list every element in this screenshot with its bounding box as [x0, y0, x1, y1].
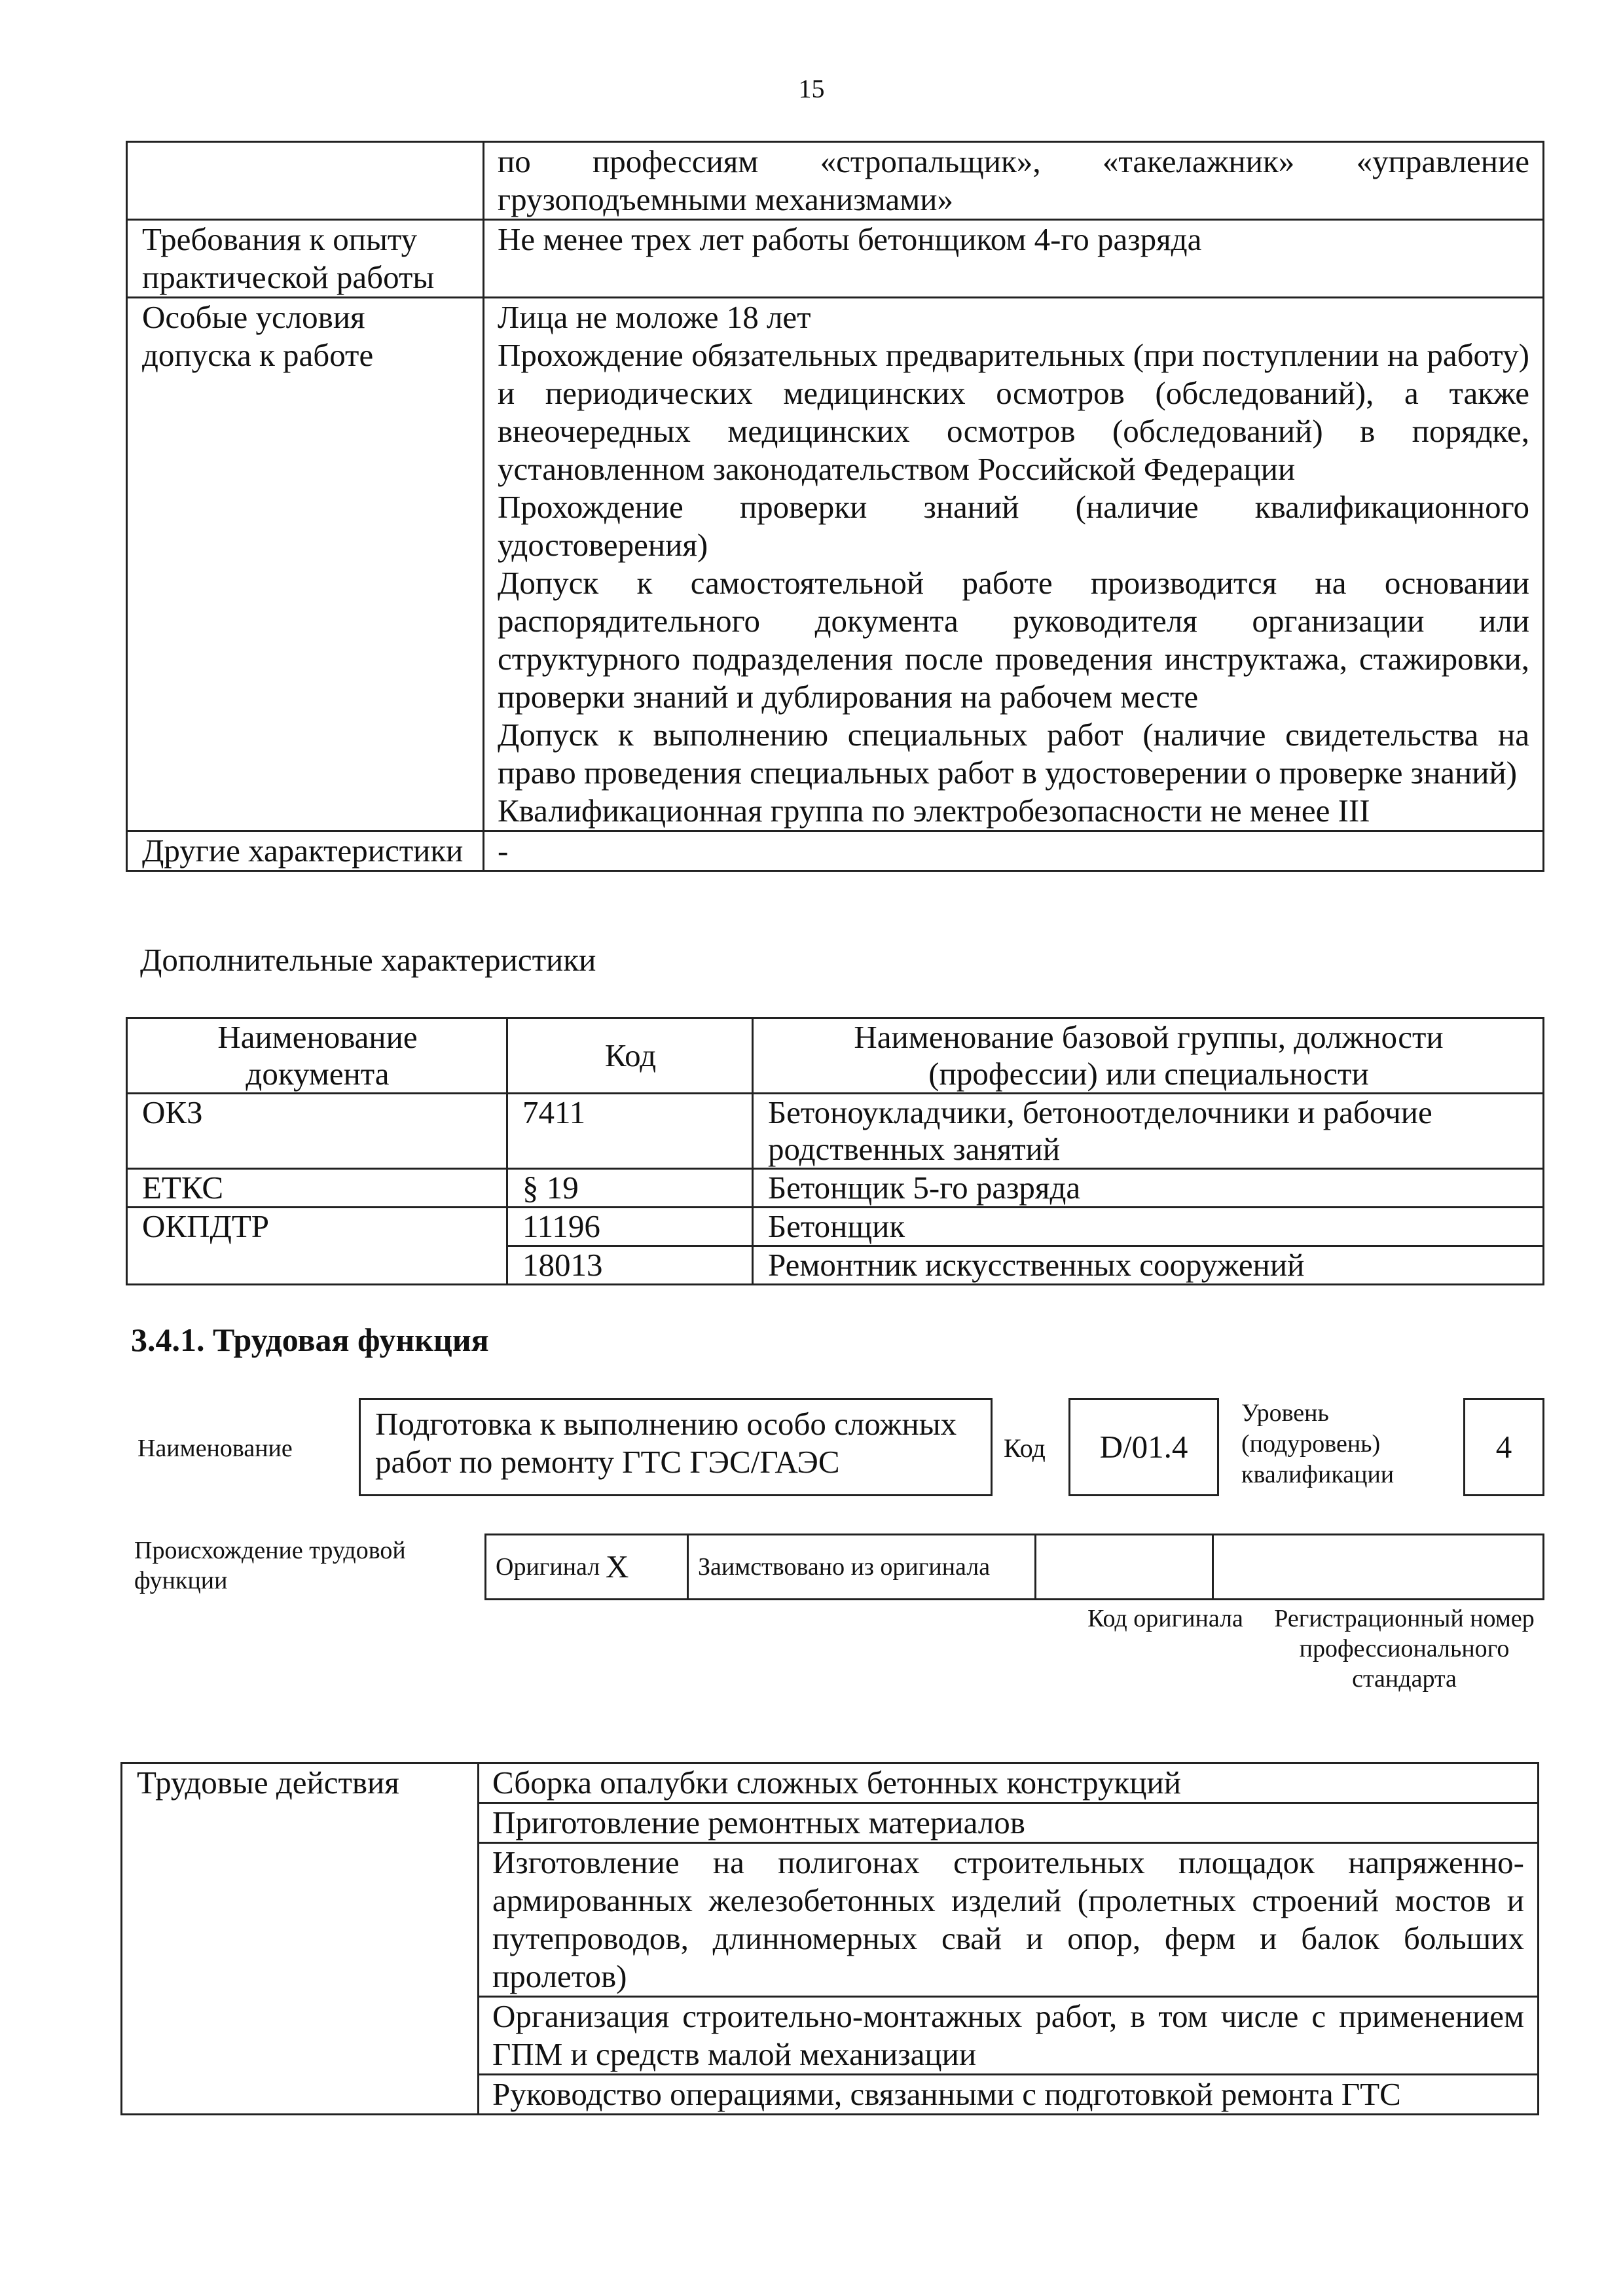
table-row [127, 1169, 1544, 1208]
cell-name: Бетонщик [753, 1208, 1544, 1246]
name-label: Наименование [137, 1435, 293, 1462]
value-paragraph: - [498, 833, 509, 869]
additional-characteristics-caption: Дополнительные характеристики [140, 942, 596, 978]
qualification-level-box: 4 [1463, 1398, 1544, 1496]
table-row [127, 220, 1544, 298]
table-row [127, 142, 1544, 220]
function-name-box: Подготовка к выполнению особо сложных работ по ремонту ГТС ГЭС/ГАЭС [359, 1398, 993, 1496]
labor-action-item: Сборка опалубки сложных бетонных конструкций [479, 1763, 1539, 1803]
value-paragraph: Прохождение обязательных предварительных (при поступлении на работу) и периодических медицинских осмотров (обследований), а также внеочередных медицинских осмотров (обследований) в порядке, установленном законодательством Российской Федерации [498, 337, 1529, 487]
origin-code-cell [1036, 1535, 1213, 1600]
function-origin-label: Происхождение трудовой функции [134, 1537, 406, 1594]
cell-code: 7411 [507, 1094, 753, 1169]
labor-action-item: Руководство операциями, связанными с подготовкой ремонта ГТС [479, 2075, 1539, 2115]
table-row [486, 1535, 1544, 1600]
qualification-requirements-table [126, 141, 1544, 872]
labor-actions-table [120, 1762, 1539, 2115]
row-value [484, 298, 1544, 831]
origin-original-mark: X [596, 1535, 688, 1600]
table-row [127, 1094, 1544, 1169]
additional-characteristics-table [126, 1017, 1544, 1285]
cell-name: Бетоноукладчики, бетоноотделочники и рабочие родственных занятий [753, 1094, 1544, 1169]
origin-table [484, 1534, 1544, 1600]
row-label: Особые условия допуска к работе [127, 298, 484, 831]
labor-action-item: Приготовление ремонтных материалов [479, 1803, 1539, 1843]
row-label: Требования к опыту практической работы [127, 220, 484, 298]
table-row [127, 831, 1544, 871]
row-label: Трудовые действия [122, 1763, 479, 2115]
labor-action-item: Организация строительно-монтажных работ, в том числе с применением ГПМ и средств малой механизации [479, 1997, 1539, 2075]
value-paragraph: Допуск к самостоятельной работе производится на основании распорядительного документа руководителя организации или структурного подразделения после проведения инструктажа, стажировки, проверки знаний и дублирования на рабочем месте [498, 565, 1529, 715]
origin-reg-number-cell [1213, 1535, 1544, 1600]
row-value [484, 220, 1544, 298]
table-header-row [127, 1018, 1544, 1094]
value-paragraph: Не менее трех лет работы бетонщиком 4-го разряда [498, 221, 1202, 257]
value-paragraph: Квалификационная группа по электробезопасности не менее III [498, 793, 1370, 829]
origin-original-label: Оригинал [486, 1535, 597, 1600]
cell-doc: ОКЗ [127, 1094, 507, 1169]
origin-reg-caption: Регистрационный номер профессионального стандарта [1274, 1605, 1535, 1693]
labor-function-title: 3.4.1. Трудовая функция [131, 1321, 489, 1358]
value-paragraph: Прохождение проверки знаний (наличие квалификационного удостоверения) [498, 489, 1529, 563]
table-row [127, 298, 1544, 831]
labor-action-item: Изготовление на полигонах строительных площадок напряженно-армированных железобетонных изделий (пролетных строений мостов и путепроводов, длинномерных свай и опор, ферм и балок больших пролетов) [479, 1843, 1539, 1997]
value-paragraph: Лица не моложе 18 лет [498, 299, 811, 335]
table-row [127, 1208, 1544, 1246]
value-paragraph: Допуск к выполнению специальных работ (наличие свидетельства на право проведения специальных работ в удостоверении о проверке знаний) [498, 717, 1529, 791]
code-label: Код [1004, 1433, 1046, 1463]
value-paragraph: по профессиям «стропальщик», «такелажник» «управление грузоподъемными механизмами» [498, 143, 1529, 217]
origin-borrowed-label: Заимствовано из оригинала [688, 1535, 1036, 1600]
page-number: 15 [798, 74, 825, 103]
cell-name: Ремонтник искусственных сооружений [753, 1246, 1544, 1285]
cell-doc: ОКПДТР [127, 1208, 507, 1285]
row-value [484, 831, 1544, 871]
qualification-level-label: Уровень (подуровень) квалификации [1241, 1399, 1395, 1488]
row-value [484, 142, 1544, 220]
column-header: Наименование базовой группы, должности (профессии) или специальности [753, 1018, 1544, 1094]
table-row [122, 1763, 1539, 1803]
function-code-box: D/01.4 [1068, 1398, 1219, 1496]
origin-code-caption: Код оригинала [1087, 1605, 1243, 1632]
cell-code: § 19 [507, 1169, 753, 1208]
column-header: Наименование документа [127, 1018, 507, 1094]
row-label [127, 142, 484, 220]
cell-code: 18013 [507, 1246, 753, 1285]
cell-name: Бетонщик 5-го разряда [753, 1169, 1544, 1208]
column-header: Код [507, 1018, 753, 1094]
cell-doc: ЕТКС [127, 1169, 507, 1208]
cell-code: 11196 [507, 1208, 753, 1246]
row-label: Другие характеристики [127, 831, 484, 871]
